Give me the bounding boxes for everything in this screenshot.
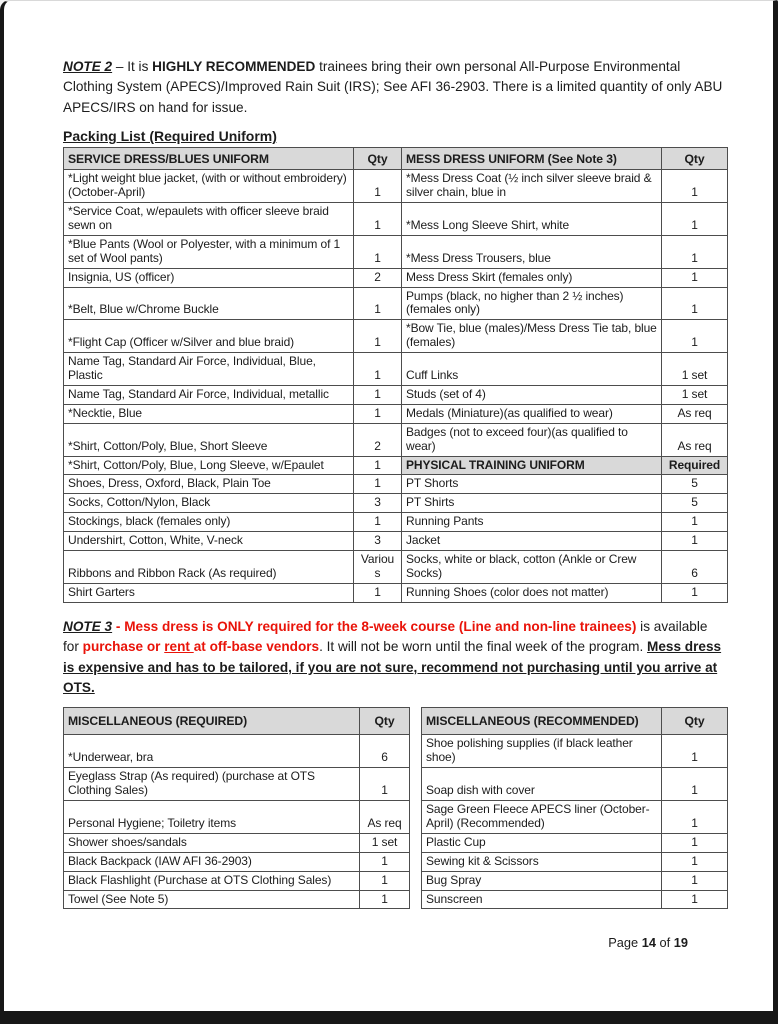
qty-cell: 1 bbox=[662, 871, 728, 890]
table-row bbox=[64, 801, 728, 834]
item-cell: Name Tag, Standard Air Force, Individual, Blue, Plastic bbox=[64, 353, 354, 386]
item-cell: Personal Hygiene; Toiletry items bbox=[64, 801, 360, 834]
spacer-cell bbox=[410, 852, 422, 871]
qty-cell: 1 set bbox=[662, 385, 728, 404]
qty-cell: 1 bbox=[354, 513, 402, 532]
qty-cell: As req bbox=[662, 404, 728, 423]
table-row bbox=[64, 423, 728, 456]
footer-total-pages: 19 bbox=[673, 935, 688, 951]
table-row bbox=[64, 494, 728, 513]
column-header: MISCELLANEOUS (RECOMMENDED) bbox=[422, 708, 662, 735]
qty-cell: 1 bbox=[354, 404, 402, 423]
qty-cell: 1 bbox=[354, 475, 402, 494]
table-row bbox=[64, 583, 728, 602]
qty-cell: 2 bbox=[354, 268, 402, 287]
qty-cell: 1 bbox=[662, 890, 728, 909]
column-header: MESS DRESS UNIFORM (See Note 3) bbox=[402, 148, 662, 170]
item-cell: Bug Spray bbox=[422, 871, 662, 890]
item-cell: *Bow Tie, blue (males)/Mess Dress Tie tab, blue (females) bbox=[402, 320, 662, 353]
column-header: MISCELLANEOUS (REQUIRED) bbox=[64, 708, 360, 735]
table-row bbox=[64, 456, 728, 475]
qty-cell: 1 bbox=[662, 320, 728, 353]
item-cell: Cuff Links bbox=[402, 353, 662, 386]
table-row bbox=[64, 551, 728, 584]
table-row bbox=[64, 385, 728, 404]
item-cell: Soap dish with cover bbox=[422, 768, 662, 801]
note3-red-text-3: at off-base vendors bbox=[193, 639, 320, 655]
qty-cell: 1 bbox=[662, 735, 728, 768]
qty-cell: 1 bbox=[354, 353, 402, 386]
item-cell: Towel (See Note 5) bbox=[64, 890, 360, 909]
item-cell: PT Shirts bbox=[402, 494, 662, 513]
qty-cell: 2 bbox=[354, 423, 402, 456]
note3-separator: - bbox=[112, 618, 125, 634]
note2-paragraph bbox=[63, 57, 727, 118]
spacer-cell bbox=[410, 768, 422, 801]
item-cell: *Underwear, bra bbox=[64, 735, 360, 768]
qty-cell: 1 bbox=[354, 287, 402, 320]
table-row bbox=[64, 475, 728, 494]
table-row bbox=[64, 532, 728, 551]
qty-cell: 1 bbox=[662, 768, 728, 801]
item-cell: *Shirt, Cotton/Poly, Blue, Long Sleeve, w/Epaulet bbox=[64, 456, 354, 475]
item-cell: Shoe polishing supplies (if black leather shoe) bbox=[422, 735, 662, 768]
note2-pre: – It is bbox=[112, 59, 153, 74]
spacer-cell bbox=[410, 890, 422, 909]
qty-cell: 5 bbox=[662, 494, 728, 513]
table-row bbox=[64, 320, 728, 353]
item-cell: Jacket bbox=[402, 532, 662, 551]
item-cell: Eyeglass Strap (As required) (purchase at OTS Clothing Sales) bbox=[64, 768, 360, 801]
note3-red-underlined: rent bbox=[164, 639, 194, 655]
packing-list-heading: Packing List (Required Uniform) bbox=[63, 128, 277, 145]
misc-table-header-row bbox=[64, 708, 728, 735]
page-content bbox=[4, 1, 773, 950]
item-cell: Sewing kit & Scissors bbox=[422, 852, 662, 871]
qty-cell: 1 bbox=[662, 235, 728, 268]
misc-table bbox=[63, 707, 728, 909]
qty-cell: 1 bbox=[354, 583, 402, 602]
note3-paragraph bbox=[63, 617, 727, 699]
note2-emphasis: HIGHLY RECOMMENDED bbox=[152, 59, 316, 74]
qty-cell: 1 bbox=[662, 583, 728, 602]
item-cell: Shower shoes/sandals bbox=[64, 833, 360, 852]
note2-label: NOTE 2 bbox=[63, 59, 113, 74]
qty-cell: 1 bbox=[360, 768, 410, 801]
qty-cell: 1 bbox=[662, 170, 728, 203]
note3-red-text-2: purchase or bbox=[82, 639, 165, 655]
item-cell: Pumps (black, no higher than 2 ½ inches) (females only) bbox=[402, 287, 662, 320]
table-row bbox=[64, 871, 728, 890]
item-cell: *Necktie, Blue bbox=[64, 404, 354, 423]
item-cell: Insignia, US (officer) bbox=[64, 268, 354, 287]
page-footer bbox=[63, 935, 727, 950]
column-header: Qty bbox=[662, 148, 728, 170]
item-cell: Sunscreen bbox=[422, 890, 662, 909]
qty-cell: Required bbox=[662, 456, 728, 475]
item-cell: *Light weight blue jacket, (with or without embroidery) (October-April) bbox=[64, 170, 354, 203]
item-cell: *Shirt, Cotton/Poly, Blue, Short Sleeve bbox=[64, 423, 354, 456]
item-cell: *Belt, Blue w/Chrome Buckle bbox=[64, 287, 354, 320]
qty-cell: Various bbox=[354, 551, 402, 584]
spacer-cell bbox=[410, 833, 422, 852]
table-row bbox=[64, 268, 728, 287]
spacer-cell bbox=[410, 871, 422, 890]
item-cell: *Blue Pants (Wool or Polyester, with a minimum of 1 set of Wool pants) bbox=[64, 235, 354, 268]
qty-cell: 1 bbox=[662, 513, 728, 532]
item-cell: Shoes, Dress, Oxford, Black, Plain Toe bbox=[64, 475, 354, 494]
spacer-cell bbox=[410, 708, 422, 735]
qty-cell: 1 bbox=[354, 385, 402, 404]
qty-cell: 1 bbox=[354, 235, 402, 268]
table-row bbox=[64, 353, 728, 386]
item-cell: Stockings, black (females only) bbox=[64, 513, 354, 532]
table-row bbox=[64, 404, 728, 423]
qty-cell: 1 bbox=[354, 456, 402, 475]
item-cell: Badges (not to exceed four)(as qualified to wear) bbox=[402, 423, 662, 456]
column-header: Qty bbox=[360, 708, 410, 735]
uniform-table-header-row bbox=[64, 148, 728, 170]
qty-cell: 6 bbox=[360, 735, 410, 768]
item-cell: PHYSICAL TRAINING UNIFORM bbox=[402, 456, 662, 475]
qty-cell: 1 bbox=[354, 170, 402, 203]
footer-of-word: of bbox=[659, 935, 671, 951]
table-row bbox=[64, 170, 728, 203]
item-cell: Ribbons and Ribbon Rack (As required) bbox=[64, 551, 354, 584]
item-cell: Running Shoes (color does not matter) bbox=[402, 583, 662, 602]
qty-cell: 1 bbox=[662, 202, 728, 235]
item-cell: Socks, white or black, cotton (Ankle or Crew Socks) bbox=[402, 551, 662, 584]
spacer-cell bbox=[410, 801, 422, 834]
item-cell: Running Pants bbox=[402, 513, 662, 532]
item-cell: PT Shorts bbox=[402, 475, 662, 494]
item-cell: *Flight Cap (Officer w/Silver and blue braid) bbox=[64, 320, 354, 353]
table-row bbox=[64, 287, 728, 320]
column-header: Qty bbox=[354, 148, 402, 170]
item-cell: Medals (Miniature)(as qualified to wear) bbox=[402, 404, 662, 423]
qty-cell: As req bbox=[662, 423, 728, 456]
footer-page-word: Page bbox=[608, 935, 639, 951]
item-cell: Sage Green Fleece APECS liner (October-April) (Recommended) bbox=[422, 801, 662, 834]
qty-cell: 1 bbox=[662, 852, 728, 871]
table-row bbox=[64, 768, 728, 801]
column-header: SERVICE DRESS/BLUES UNIFORM bbox=[64, 148, 354, 170]
qty-cell: 6 bbox=[662, 551, 728, 584]
table-row bbox=[64, 852, 728, 871]
qty-cell: 1 bbox=[360, 890, 410, 909]
table-row bbox=[64, 202, 728, 235]
qty-cell: 3 bbox=[354, 494, 402, 513]
qty-cell: 1 bbox=[662, 833, 728, 852]
qty-cell: 5 bbox=[662, 475, 728, 494]
qty-cell: 1 bbox=[360, 852, 410, 871]
uniform-table bbox=[63, 147, 728, 603]
qty-cell: 1 bbox=[662, 268, 728, 287]
column-header: Qty bbox=[662, 708, 728, 735]
table-row bbox=[64, 235, 728, 268]
item-cell: Studs (set of 4) bbox=[402, 385, 662, 404]
footer-page-number: 14 bbox=[641, 935, 656, 951]
table-row bbox=[64, 890, 728, 909]
item-cell: *Mess Dress Coat (½ inch silver sleeve braid & silver chain, blue in bbox=[402, 170, 662, 203]
table-row bbox=[64, 735, 728, 768]
qty-cell: 1 set bbox=[360, 833, 410, 852]
note3-label: NOTE 3 bbox=[63, 618, 113, 634]
item-cell: Socks, Cotton/Nylon, Black bbox=[64, 494, 354, 513]
item-cell: Black Backpack (IAW AFI 36-2903) bbox=[64, 852, 360, 871]
qty-cell: 1 bbox=[360, 871, 410, 890]
qty-cell: 1 bbox=[662, 801, 728, 834]
table-row bbox=[64, 833, 728, 852]
qty-cell: 1 set bbox=[662, 353, 728, 386]
item-cell: Mess Dress Skirt (females only) bbox=[402, 268, 662, 287]
item-cell: Undershirt, Cotton, White, V-neck bbox=[64, 532, 354, 551]
item-cell: *Mess Long Sleeve Shirt, white bbox=[402, 202, 662, 235]
item-cell: Shirt Garters bbox=[64, 583, 354, 602]
note3-red-text-1: Mess dress is ONLY required for the 8-week course (Line and non-line trainees) bbox=[124, 618, 637, 634]
item-cell: Plastic Cup bbox=[422, 833, 662, 852]
spacer-cell bbox=[410, 735, 422, 768]
qty-cell: 1 bbox=[662, 532, 728, 551]
qty-cell: 1 bbox=[662, 287, 728, 320]
note3-black-text-2: . It will not be worn until the final week of the program. bbox=[319, 639, 648, 655]
qty-cell: As req bbox=[360, 801, 410, 834]
note2-rest: trainees bring their own personal All-Purpose Environmental Clothing System (APECS)/Improved Rain Suit (IRS); See AFI 36-2903. There is a limited quantity of only ABU APECS/IRS on hand for issue. bbox=[63, 59, 723, 115]
item-cell: Black Flashlight (Purchase at OTS Clothing Sales) bbox=[64, 871, 360, 890]
item-cell: Name Tag, Standard Air Force, Individual, metallic bbox=[64, 385, 354, 404]
item-cell: *Service Coat, w/epaulets with officer sleeve braid sewn on bbox=[64, 202, 354, 235]
item-cell: *Mess Dress Trousers, blue bbox=[402, 235, 662, 268]
qty-cell: 1 bbox=[354, 320, 402, 353]
qty-cell: 3 bbox=[354, 532, 402, 551]
note3-bold-underlined: Mess dress is expensive and has to be tailored, if you are not sure, recommend not purchasing until you arrive at OTS. bbox=[63, 639, 722, 695]
table-row bbox=[64, 513, 728, 532]
note3-black-text-1: is available for bbox=[63, 618, 708, 655]
qty-cell: 1 bbox=[354, 202, 402, 235]
